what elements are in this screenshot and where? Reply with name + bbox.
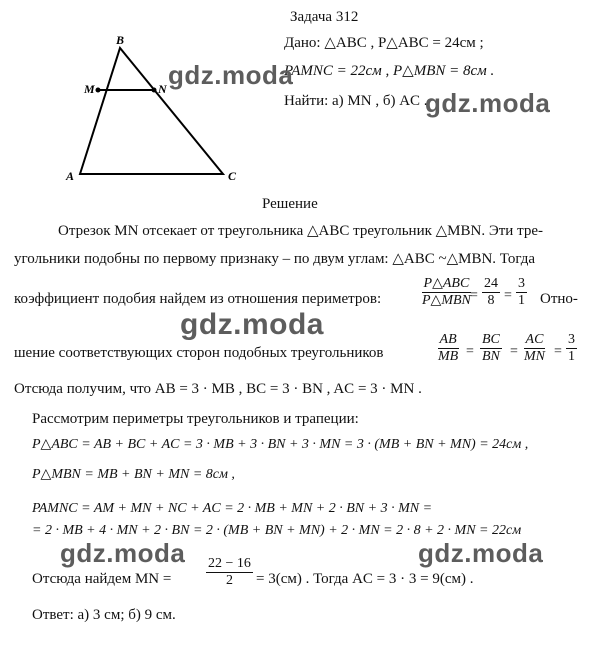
equals-sign: =	[470, 288, 478, 303]
given-line-2: PAMNC = 22см , P△MBN = 8см .	[284, 63, 495, 79]
equation-line: = 2 · MB + 4 · MN + 2 · BN = 2 · (MB + BN + MN) + 2 · MN = 2 · 8 + 2 · MN = 22см	[32, 523, 522, 538]
fraction: $\frac{3}{1}$	[518, 276, 525, 308]
given-line-1: Дано: △ABC , P△ABC = 24см ;	[284, 35, 484, 51]
equals-sign: =	[466, 344, 474, 359]
fraction: P△ABC P△MBN	[422, 276, 471, 308]
paragraph-line: угольники подобны по первому признаку – по двум углам: △ABC ~△MBN. Тогда	[14, 251, 536, 267]
watermark: gdz.moda	[168, 60, 294, 90]
equals-sign: =	[554, 344, 562, 359]
label-a: A	[66, 169, 75, 183]
label-b: B	[116, 33, 125, 47]
final-line-prefix: Отсюда найдем MN =	[32, 571, 172, 587]
label-c: C	[228, 169, 237, 183]
paragraph-line: коэффициент подобия найдем из отношения периметров:	[14, 291, 382, 307]
equation-line: P△MBN = MB + BN + MN = 8см ,	[32, 467, 235, 482]
point-n	[152, 88, 157, 93]
label-m: M	[84, 82, 95, 96]
label-n: N	[158, 82, 167, 96]
paragraph-line: Рассмотрим периметры треугольников и трапеции:	[32, 411, 359, 427]
answer-line: Ответ: а) 3 см; б) 9 см.	[32, 607, 176, 623]
equation-line: PAMNC = AM + MN + NC + AC = 2 · MB + MN + 2 · BN + 3 · MN =	[32, 501, 433, 516]
watermark: gdz.moda	[418, 538, 544, 568]
find-line: Найти: а) MN , б) AC .	[284, 93, 428, 109]
triangle-figure	[40, 30, 270, 190]
watermark: gdz.moda	[180, 308, 324, 341]
fraction: $\frac{24}{8}$	[484, 276, 498, 308]
paragraph-line: Отсюда получим, что AB = 3 · MB , BC = 3 · BN , AC = 3 · MN .	[14, 381, 422, 397]
equation-line: P△ABC = AB + BC + AC = 3 · MB + 3 · BN + 3 · MN = 3 · (MB + BN + MN) = 24см ,	[32, 437, 529, 452]
equals-sign: =	[504, 288, 512, 303]
watermark: gdz.moda	[425, 88, 551, 118]
fraction: $\frac{BC}{BN}$	[482, 332, 500, 364]
problem-title: Задача 312	[290, 9, 359, 25]
final-line-suffix: = 3(см) . Тогда AC = 3 · 3 = 9(см) .	[256, 571, 474, 587]
fraction: $\frac{22 - 16}{2}$	[208, 556, 251, 588]
paragraph-line: шение соответствующих сторон подобных треугольников	[14, 345, 384, 361]
equals-sign: =	[510, 344, 518, 359]
paragraph-line: Отрезок MN отсекает от треугольника △ABC треугольник △MBN. Эти тре-	[58, 223, 543, 239]
paragraph-line: Отно-	[540, 291, 578, 307]
point-m	[96, 88, 101, 93]
solution-heading: Решение	[262, 196, 318, 212]
fraction: $\frac{3}{1}$	[568, 332, 575, 364]
fraction: $\frac{AC}{MN}$	[524, 332, 545, 364]
watermark: gdz.moda	[60, 538, 186, 568]
fraction: $\frac{AB}{MB}$	[438, 332, 459, 364]
